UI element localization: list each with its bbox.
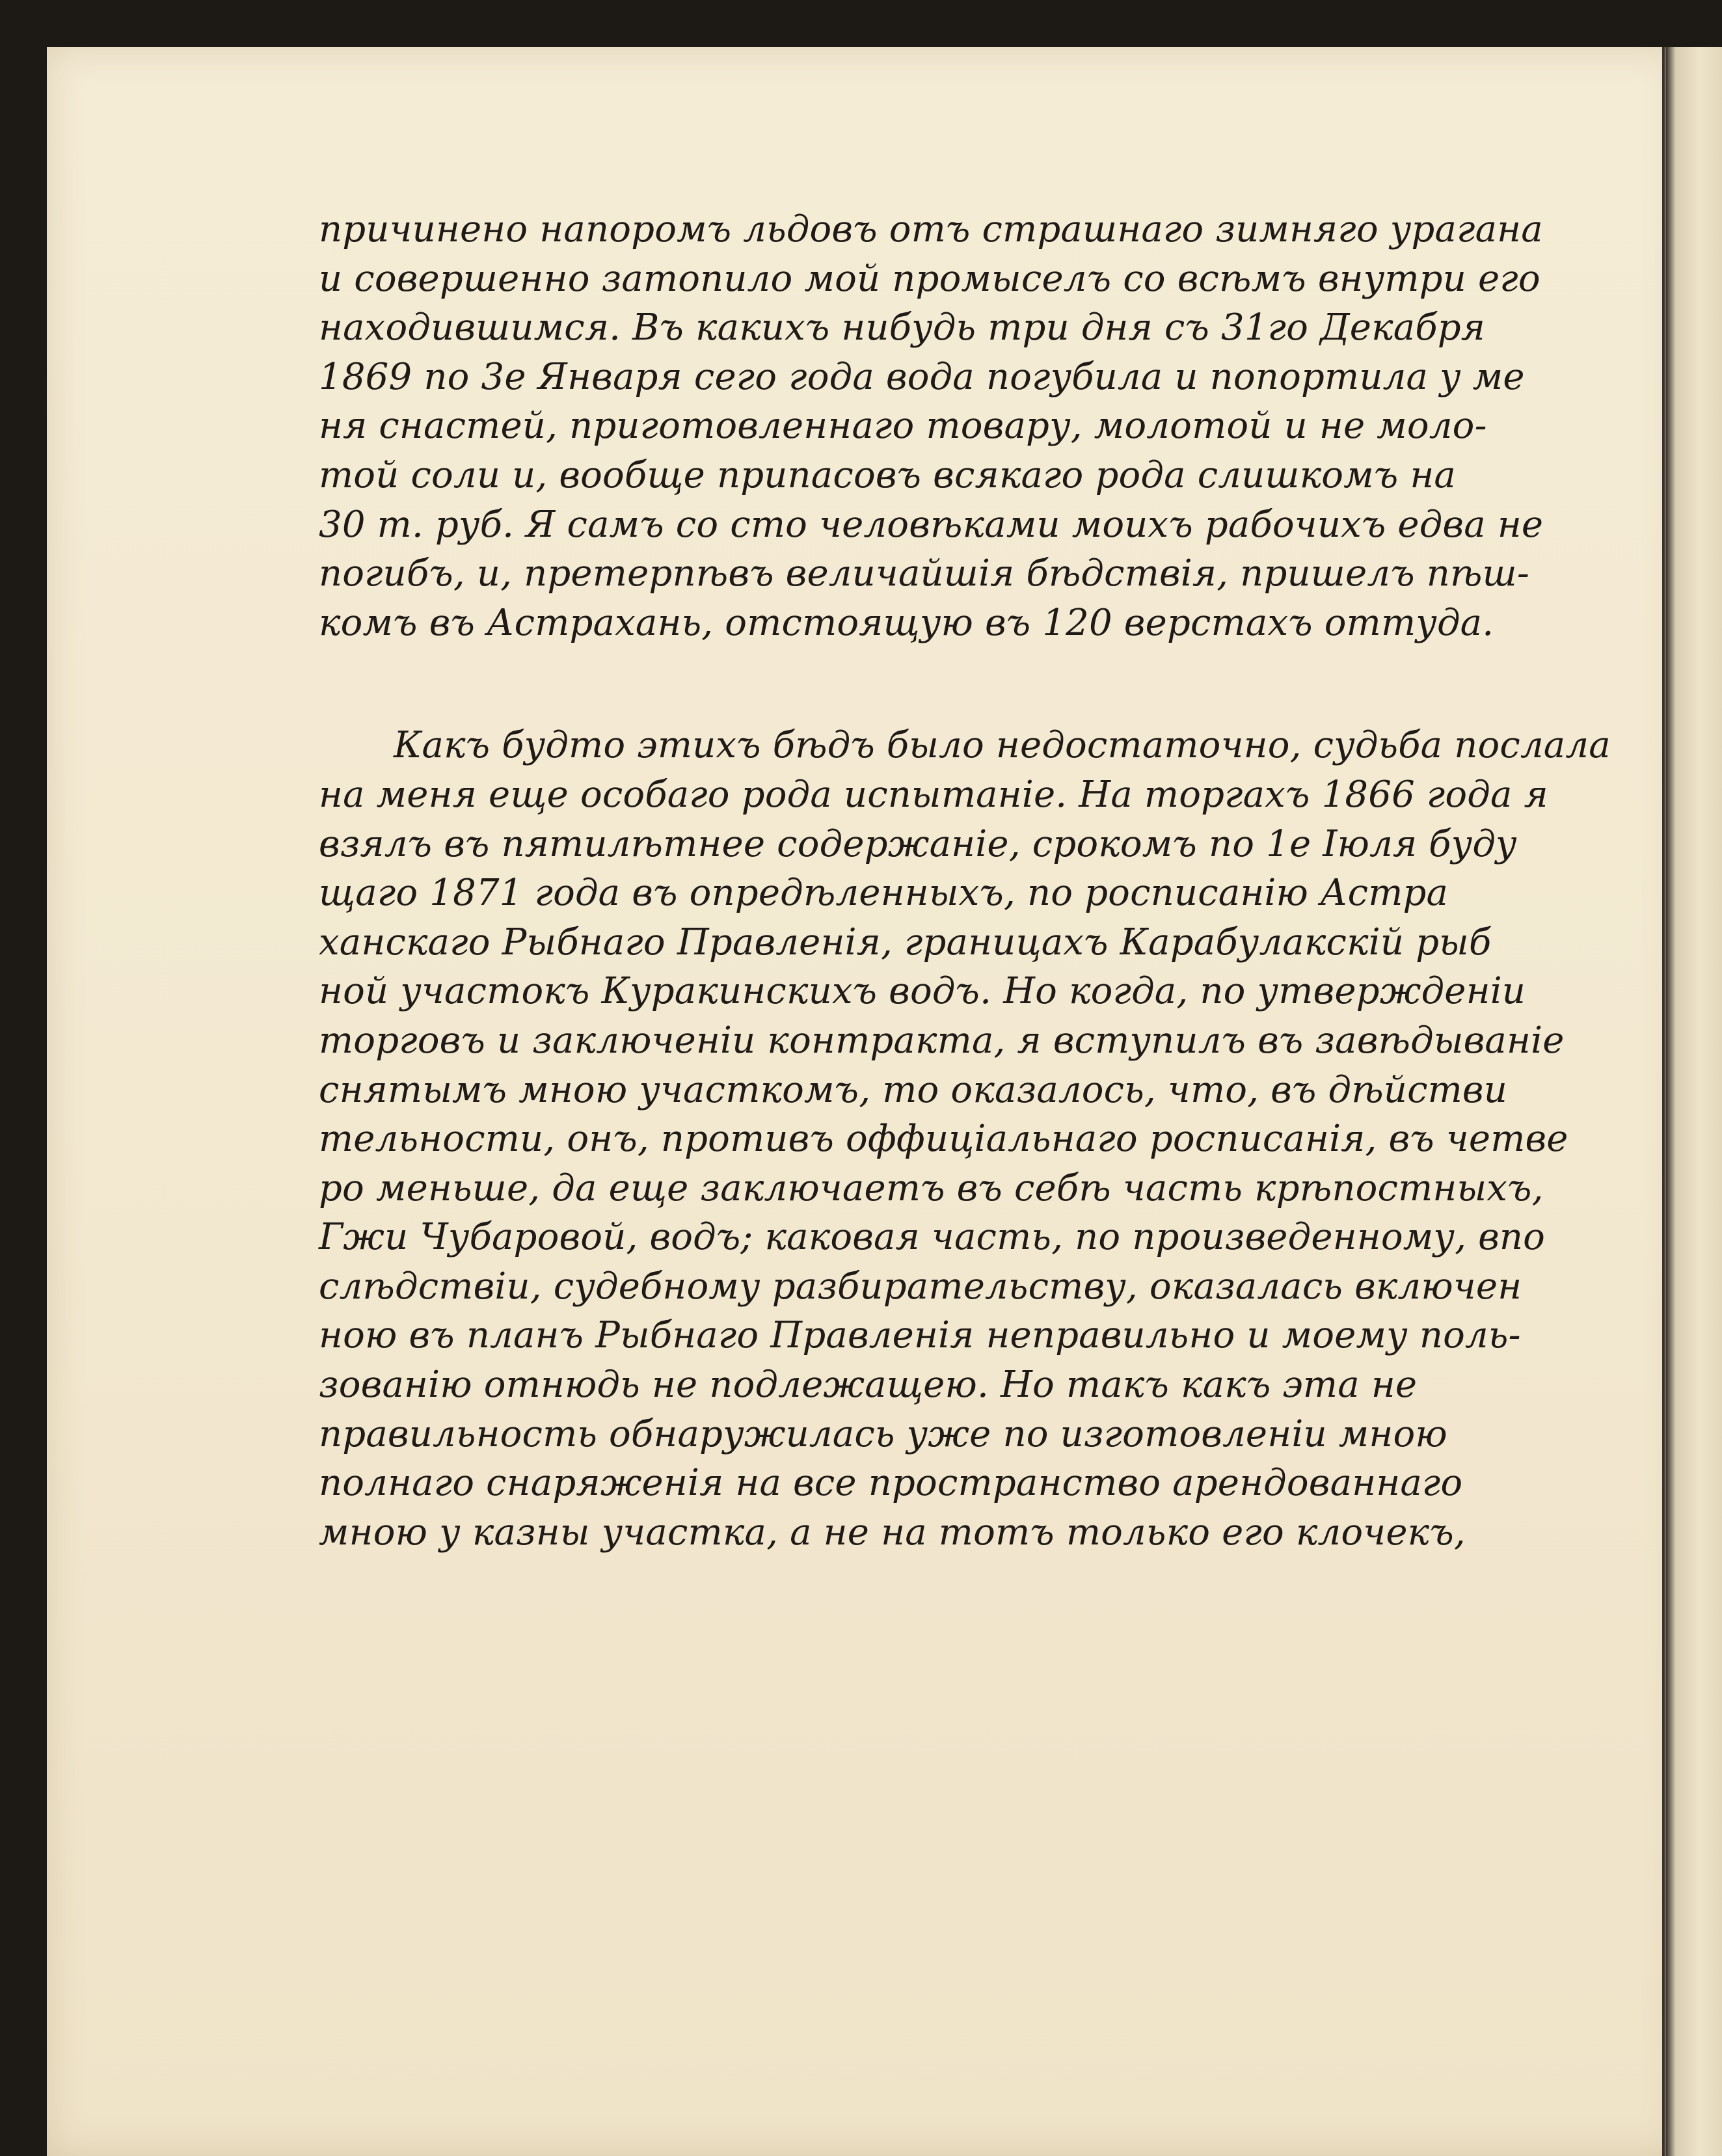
- text-line: ро меньше, да еще заключаетъ въ себѣ часть крѣпостныхъ,: [319, 1166, 1544, 1209]
- text-line: правильность обнаружилась уже по изготовленіи мною: [319, 1412, 1447, 1455]
- text-line: погибъ, и, претерпѣвъ величайшія бѣдствія, пришелъ пѣш-: [319, 552, 1529, 595]
- paragraph-2: [319, 721, 1672, 1557]
- text-line: той соли и, вообще припасовъ всякаго рода слишкомъ на: [319, 453, 1457, 496]
- handwritten-text: [319, 205, 1672, 1557]
- text-line: на меня еще особаго рода испытаніе. На торгахъ 1866 года я: [319, 773, 1548, 816]
- paragraph-gap: [319, 647, 1672, 721]
- text-line: Какъ будто этихъ бѣдъ было недостаточно, судьба послала: [394, 724, 1611, 767]
- text-line: ня снастей, приготовленнаго товару, молотой и не моло-: [319, 405, 1487, 448]
- text-line: ханскаго Рыбнаго Правленія, границахъ Карабулакскій рыб: [319, 921, 1492, 963]
- text-line: взялъ въ пятилѣтнее содержаніе, срокомъ по 1е Іюля буду: [319, 822, 1517, 865]
- paragraph-1: [319, 205, 1672, 647]
- text-line: слѣдствіи, судебному разбирательству, оказалась включен: [319, 1265, 1522, 1308]
- text-line: ною въ планъ Рыбнаго Правленія неправильно и моему поль-: [319, 1314, 1521, 1357]
- text-line: 30 т. руб. Я самъ со сто человѣками моихъ рабочихъ едва не: [319, 503, 1544, 546]
- text-line: Гжи Чубаровой, водъ; каковая часть, по произведенному, впо: [319, 1216, 1546, 1259]
- text-line: тельности, онъ, противъ оффиціальнаго росписанія, въ четве: [319, 1118, 1568, 1161]
- text-line: щаго 1871 года въ опредѣленныхъ, по росписанію Астра: [319, 872, 1449, 915]
- text-line: мною у казны участка, а не на тотъ только его клочекъ,: [319, 1511, 1466, 1554]
- text-line: находившимся. Въ какихъ нибудь три дня съ 31го Декабря: [319, 306, 1486, 349]
- text-line: 1869 по 3е Января сего года вода погубила и попортила у ме: [319, 355, 1525, 398]
- text-line: торговъ и заключеніи контракта, я вступилъ въ завѣдываніе: [319, 1019, 1565, 1062]
- text-line: ной участокъ Куракинскихъ водъ. Но когда, по утвержденіи: [319, 970, 1526, 1013]
- text-line: комъ въ Астрахань, отстоящую въ 120 верстахъ оттуда.: [319, 601, 1494, 644]
- text-line: снятымъ мною участкомъ, то оказалось, что, въ дѣйстви: [319, 1068, 1507, 1111]
- text-line: полнаго снаряженія на все пространство арендованнаго: [319, 1462, 1463, 1505]
- next-page-edge: [1665, 47, 1722, 2156]
- text-line: и совершенно затопило мой промыселъ со всѣмъ внутри его: [319, 257, 1540, 300]
- text-line: причинено напоромъ льдовъ отъ страшнаго зимняго урагана: [319, 208, 1543, 250]
- text-line: зованію отнюдь не подлежащею. Но такъ какъ эта не: [319, 1364, 1418, 1407]
